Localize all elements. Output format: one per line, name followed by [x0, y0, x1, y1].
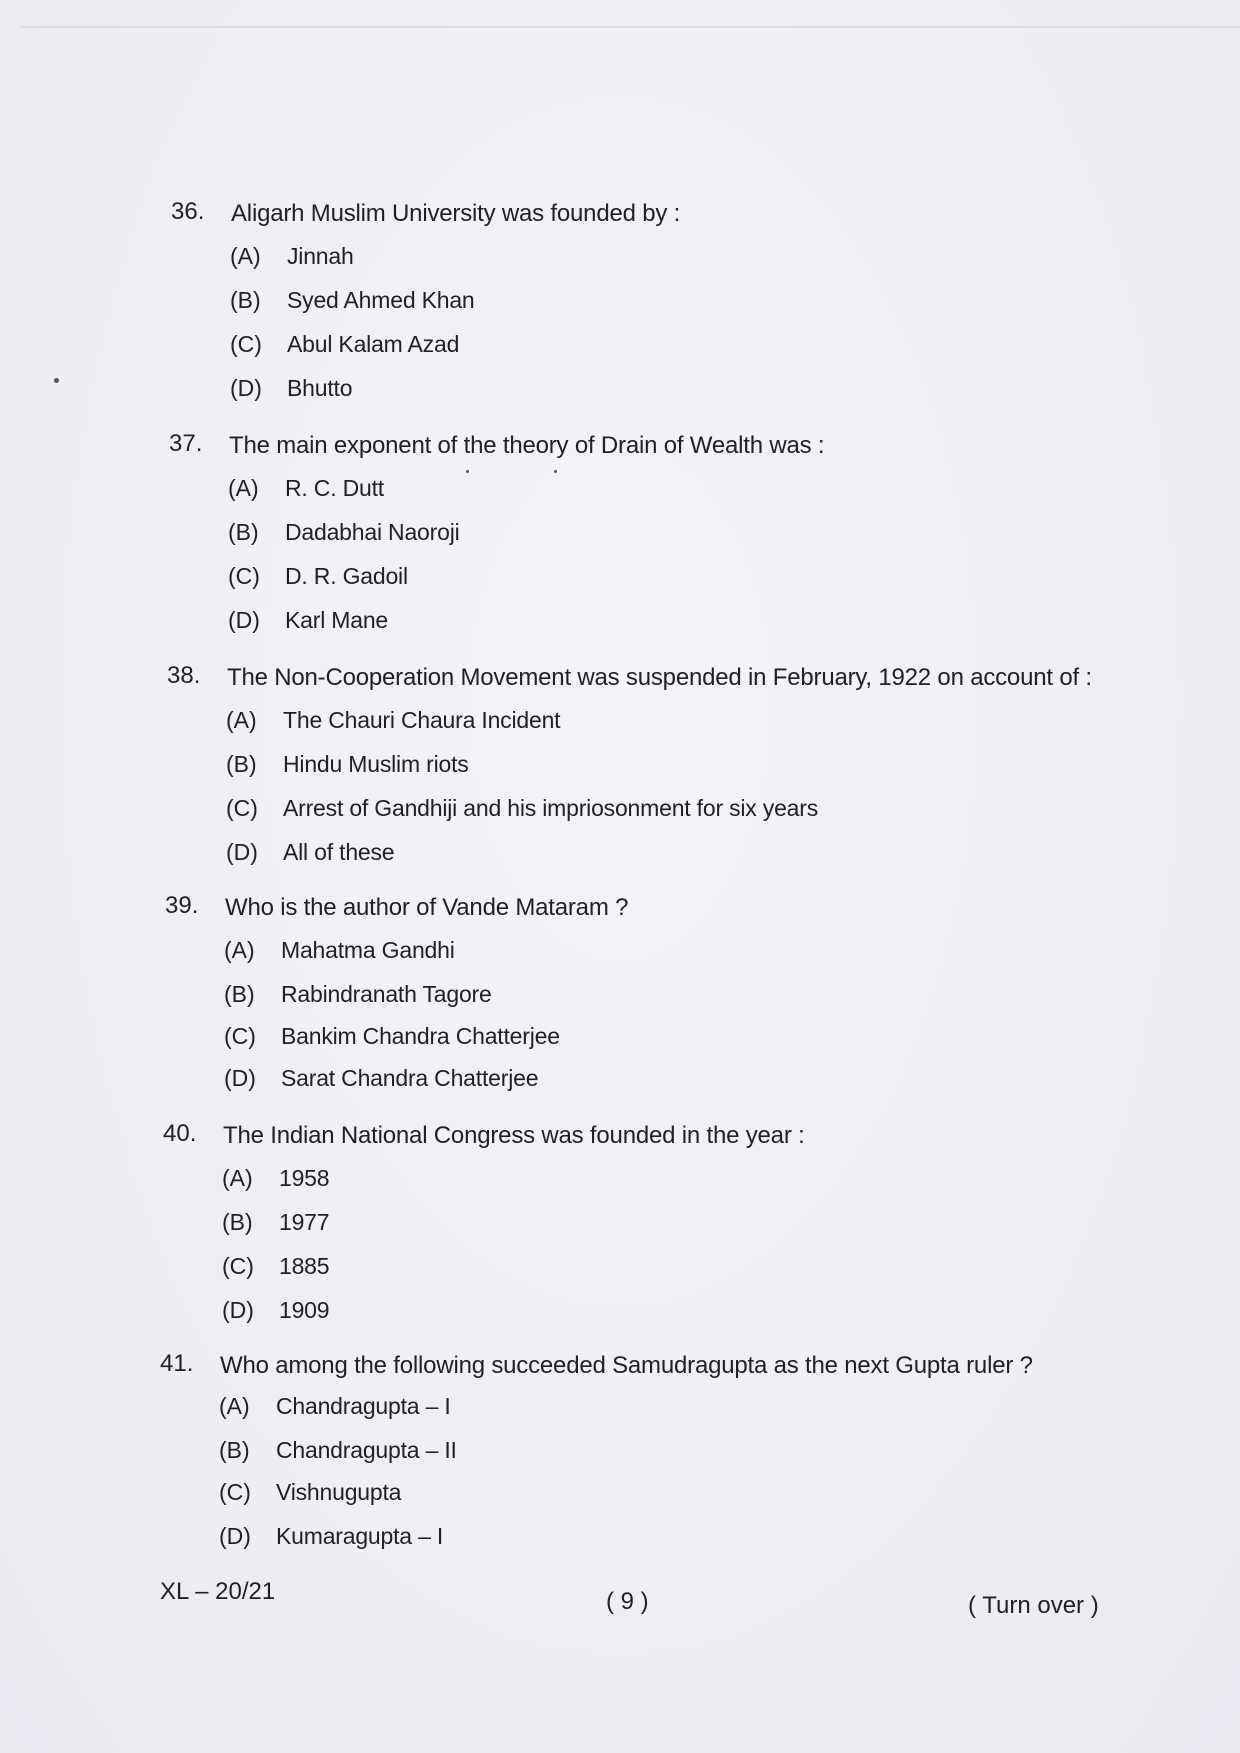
option-text: Dadabhai Naoroji — [285, 519, 460, 545]
question-text: The Indian National Congress was founded in the year : — [223, 1122, 805, 1149]
option-letter: (A) — [226, 707, 257, 733]
question-text: Aligarh Muslim University was founded by : — [231, 200, 681, 227]
option-text: Vishnugupta — [276, 1479, 402, 1505]
option-text: Hindu Muslim riots — [283, 751, 469, 777]
option-letter: (A) — [228, 475, 259, 501]
option-text: Mahatma Gandhi — [281, 937, 455, 963]
question-number: 40. — [163, 1120, 197, 1147]
option-letter: (C) — [224, 1023, 256, 1049]
option-text: Chandragupta – II — [276, 1437, 457, 1463]
option-letter: (B) — [222, 1209, 253, 1235]
option-letter: (C) — [228, 563, 260, 589]
option-text: Bhutto — [287, 375, 353, 401]
question-36 — [0, 198, 1240, 418]
question-41 — [0, 1350, 1240, 1570]
option-text: Rabindranath Tagore — [281, 981, 492, 1007]
option-letter: (A) — [219, 1393, 250, 1419]
option-text: Kumaragupta – I — [276, 1523, 444, 1549]
question-number: 36. — [171, 198, 205, 225]
option-letter: (C) — [230, 331, 262, 357]
option-text: D. R. Gadoil — [285, 563, 408, 589]
turn-over-note: ( Turn over ) — [968, 1592, 1099, 1619]
question-40 — [0, 1120, 1240, 1340]
option-text: Karl Mane — [285, 607, 389, 633]
option-text: 1885 — [279, 1253, 330, 1279]
option-text: Abul Kalam Azad — [287, 331, 460, 357]
option-letter: (A) — [230, 243, 261, 269]
option-text: The Chauri Chaura Incident — [283, 707, 561, 733]
option-text: Sarat Chandra Chatterjee — [281, 1065, 539, 1091]
option-letter: (B) — [228, 519, 259, 545]
option-letter: (D) — [222, 1297, 254, 1323]
question-number: 39. — [165, 892, 199, 919]
option-text: Chandragupta – I — [276, 1393, 451, 1419]
question-text: The main exponent of the theory of Drain of Wealth was : — [229, 432, 825, 459]
option-letter: (A) — [222, 1165, 253, 1191]
page-top-edge — [20, 26, 1240, 28]
option-text: 1909 — [279, 1297, 330, 1323]
option-text: Jinnah — [287, 243, 354, 269]
question-number: 37. — [169, 430, 203, 457]
option-text: Syed Ahmed Khan — [287, 287, 475, 313]
option-letter: (D) — [219, 1523, 251, 1549]
option-letter: (B) — [224, 981, 255, 1007]
question-number: 41. — [160, 1350, 194, 1377]
question-text: The Non-Cooperation Movement was suspended in February, 1922 on account of : — [227, 664, 1092, 691]
question-number: 38. — [167, 662, 201, 689]
option-text: Bankim Chandra Chatterjee — [281, 1023, 560, 1049]
option-letter: (B) — [219, 1437, 250, 1463]
option-letter: (D) — [226, 839, 258, 865]
question-39 — [0, 892, 1240, 1112]
question-37 — [0, 430, 1240, 650]
question-38 — [0, 662, 1240, 882]
paper-code: XL – 20/21 — [160, 1578, 276, 1605]
option-letter: (C) — [222, 1253, 254, 1279]
page-number: ( 9 ) — [606, 1588, 649, 1615]
option-text: 1958 — [279, 1165, 330, 1191]
option-letter: (B) — [226, 751, 257, 777]
option-letter: (C) — [219, 1479, 251, 1505]
question-text: Who is the author of Vande Mataram ? — [225, 894, 629, 921]
option-letter: (D) — [228, 607, 260, 633]
option-text: R. C. Dutt — [285, 475, 384, 501]
option-letter: (A) — [224, 937, 255, 963]
option-letter: (B) — [230, 287, 261, 313]
option-text: Arrest of Gandhiji and his impriosonment for six years — [283, 795, 819, 821]
option-letter: (D) — [230, 375, 262, 401]
option-text: All of these — [283, 839, 395, 865]
question-text: Who among the following succeeded Samudragupta as the next Gupta ruler ? — [220, 1352, 1033, 1379]
option-letter: (C) — [226, 795, 258, 821]
option-text: 1977 — [279, 1209, 330, 1235]
option-letter: (D) — [224, 1065, 256, 1091]
